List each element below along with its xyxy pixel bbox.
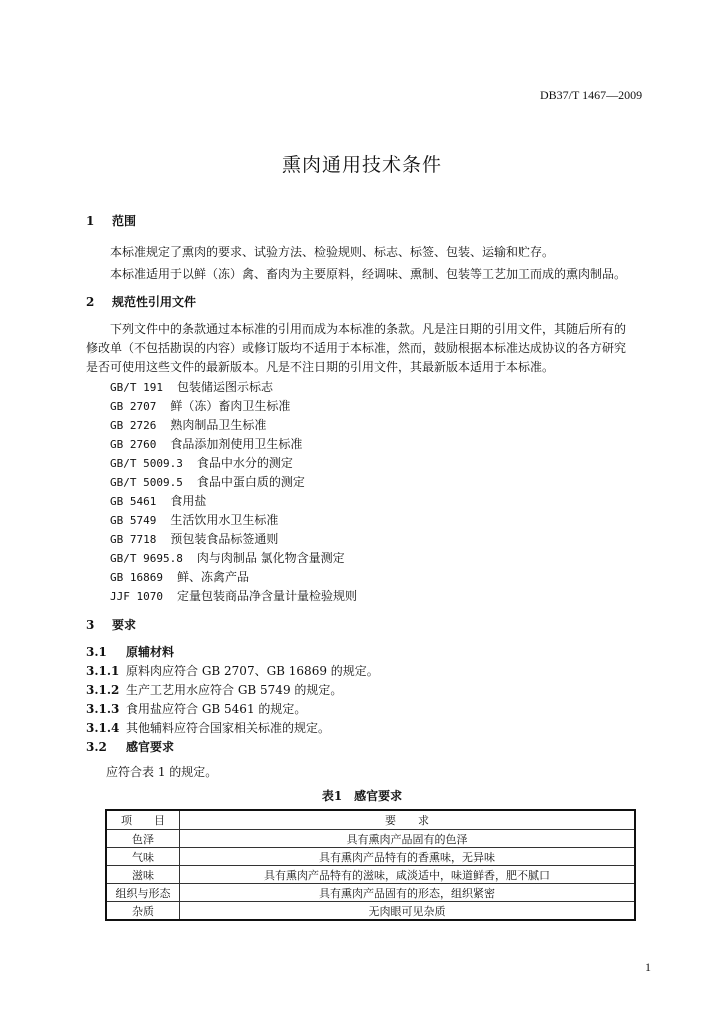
section-1-heading	[86, 212, 136, 229]
table-row	[106, 866, 635, 884]
subsection-number: 3.1	[86, 645, 107, 659]
table-caption: 表1 感官要求	[321, 789, 403, 803]
reference-title: 肉与肉制品 氯化物含量测定	[196, 551, 345, 565]
clause-item	[86, 662, 379, 679]
table-row	[106, 848, 635, 866]
subsection-number: 3.2	[86, 740, 107, 754]
subsection-3-1-heading	[86, 643, 174, 660]
reference-title: 食用盐	[170, 494, 207, 508]
table-header-cell: 项 目	[106, 810, 180, 830]
reference-title: 熟肉制品卫生标准	[170, 418, 267, 432]
clause-number: 3.1.1	[86, 664, 120, 678]
clause-text: 生产工艺用水应符合 GB 5749 的规定。	[126, 683, 343, 697]
section-number: 1	[86, 214, 95, 228]
clause-number: 3.1.2	[86, 683, 120, 697]
reference-item	[110, 435, 302, 452]
table-cell: 色泽	[106, 830, 180, 848]
subsection-title: 感官要求	[126, 740, 175, 754]
standard-number: DB37/T 1467—2009	[540, 88, 643, 102]
table-cell: 滋味	[106, 866, 180, 884]
table-cell: 具有熏肉产品固有的色泽	[180, 830, 636, 848]
intro-line: 下列文件中的条款通过本标准的引用而成为本标准的条款。凡是注日期的引用文件，其随后所有的	[110, 322, 627, 336]
section-2-heading	[86, 293, 196, 310]
table-cell: 无肉眼可见杂质	[180, 902, 636, 921]
reference-item	[110, 397, 290, 414]
reference-item	[110, 378, 273, 395]
reference-title: 食品添加剂使用卫生标准	[170, 437, 303, 451]
clause-text: 食用盐应符合 GB 5461 的规定。	[126, 702, 307, 716]
reference-item	[110, 511, 278, 528]
table-cell: 杂质	[106, 902, 180, 921]
reference-item	[110, 549, 345, 566]
section-number: 2	[86, 295, 95, 309]
table-cell: 气味	[106, 848, 180, 866]
section-title: 规范性引用文件	[112, 295, 197, 309]
sensory-requirements-table	[105, 809, 636, 921]
table-header-cell: 要 求	[180, 810, 636, 830]
table-cell: 具有熏肉产品特有的香熏味，无异味	[180, 848, 636, 866]
reference-code: JJF 1070	[110, 590, 163, 603]
reference-title: 食品中蛋白质的测定	[196, 475, 305, 489]
reference-title: 鲜（冻）畜肉卫生标准	[170, 399, 291, 413]
reference-title: 定量包装商品净含量计量检验规则	[176, 589, 357, 603]
table-row	[106, 830, 635, 848]
reference-title: 预包装食品标签通则	[170, 532, 279, 546]
reference-item	[110, 568, 249, 585]
paragraph: 本标准规定了熏肉的要求、试验方法、检验规则、标志、标签、包装、运输和贮存。	[110, 245, 555, 259]
reference-code: GB/T 9695.8	[110, 552, 183, 565]
reference-item	[110, 492, 206, 509]
reference-code: GB/T 5009.5	[110, 476, 183, 489]
section-3-heading	[86, 616, 136, 633]
table-header-row	[106, 810, 635, 830]
page-number: 1	[645, 960, 651, 974]
table-cell: 具有熏肉产品特有的滋味，咸淡适中，味道鲜香，肥不腻口	[180, 866, 636, 884]
reference-code: GB 2707	[110, 400, 157, 413]
reference-code: GB 16869	[110, 571, 163, 584]
table-row	[106, 902, 635, 921]
section-number: 3	[86, 618, 95, 632]
reference-code: GB 5461	[110, 495, 157, 508]
clause-item	[86, 700, 306, 717]
clause-number: 3.1.3	[86, 702, 120, 716]
reference-title: 食品中水分的测定	[196, 456, 293, 470]
subsection-title: 原辅材料	[126, 645, 175, 659]
reference-code: GB 2726	[110, 419, 157, 432]
reference-code: GB 7718	[110, 533, 157, 546]
clause-text: 原料肉应符合 GB 2707、GB 16869 的规定。	[126, 664, 379, 678]
reference-code: GB 5749	[110, 514, 157, 527]
table-cell: 组织与形态	[106, 884, 180, 902]
clause-item	[86, 719, 330, 736]
clause-item	[86, 681, 342, 698]
clause-text: 其他辅料应符合国家相关标准的规定。	[126, 721, 331, 735]
reference-title: 包装储运图示标志	[176, 380, 273, 394]
reference-item	[110, 587, 357, 604]
section-title: 范围	[112, 214, 137, 228]
intro-line: 修改单（不包括勘误的内容）或修订版均不适用于本标准，然而，鼓励根据本标准达成协议的各方研究	[86, 341, 627, 355]
reference-item	[110, 454, 293, 471]
subsection-3-2-heading	[86, 738, 174, 755]
reference-item	[110, 530, 278, 547]
paragraph: 本标准适用于以鲜（冻）禽、畜肉为主要原料，经调味、熏制、包装等工艺加工而成的熏肉制品。	[110, 267, 627, 281]
paragraph: 应符合表 1 的规定。	[106, 765, 218, 779]
reference-code: GB 2760	[110, 438, 157, 451]
reference-item	[110, 416, 266, 433]
reference-title: 生活饮用水卫生标准	[170, 513, 279, 527]
document-title: 熏肉通用技术条件	[281, 154, 442, 176]
reference-code: GB/T 5009.3	[110, 457, 183, 470]
reference-code: GB/T 191	[110, 381, 163, 394]
section-title: 要求	[112, 618, 137, 632]
reference-title: 鲜、冻禽产品	[176, 570, 249, 584]
clause-number: 3.1.4	[86, 721, 120, 735]
reference-item	[110, 473, 305, 490]
table-row	[106, 884, 635, 902]
intro-line: 是否可使用这些文件的最新版本。凡是不注日期的引用文件，其最新版本适用于本标准。	[86, 360, 555, 374]
table-cell: 具有熏肉产品固有的形态，组织紧密	[180, 884, 636, 902]
